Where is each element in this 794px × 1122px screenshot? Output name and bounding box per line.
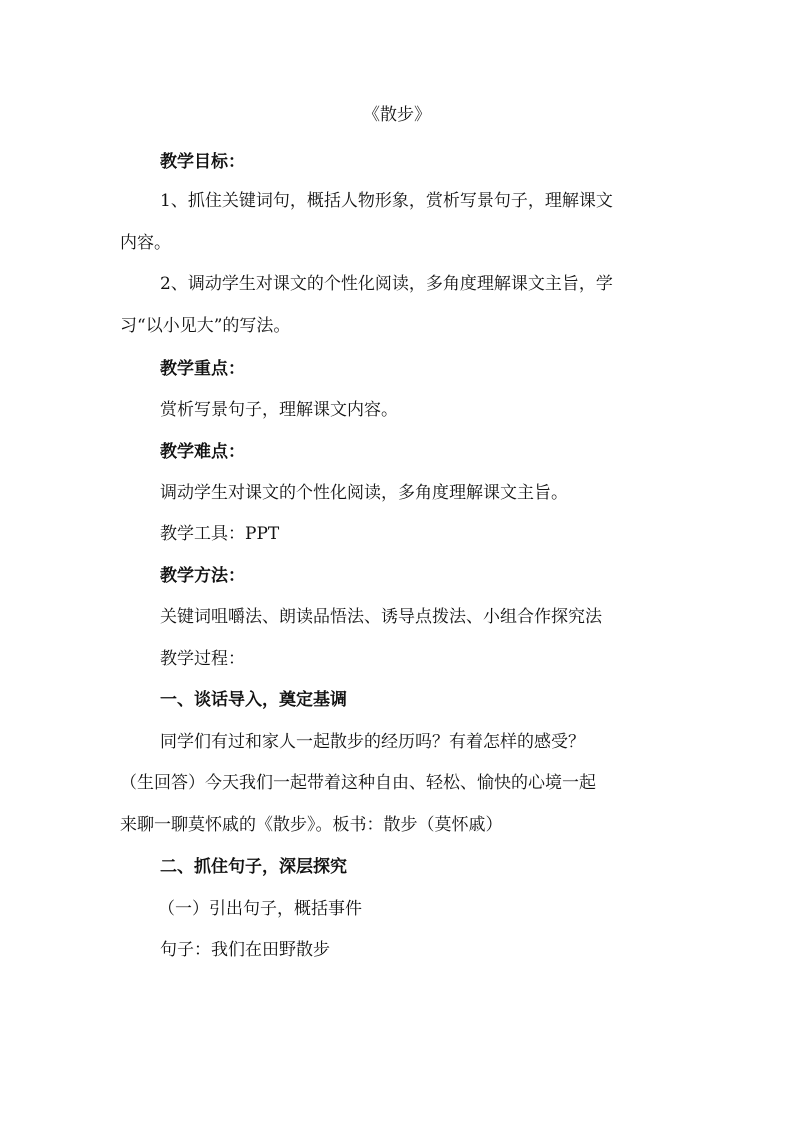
teaching-tools: 教学工具：PPT bbox=[160, 524, 280, 544]
section-2-heading: 二、抓住句子，深层探究 bbox=[160, 857, 347, 877]
section-1-heading: 一、谈话导入，奠定基调 bbox=[160, 690, 347, 710]
page-title: 《散步》 bbox=[363, 105, 431, 125]
objective-2-line-2: 习“以小见大”的写法。 bbox=[120, 316, 291, 336]
section-1-line-3: 来聊一聊莫怀戚的《散步》。板书：散步（莫怀戚） bbox=[120, 815, 503, 835]
methods-text: 关键词咀嚼法、朗读品悟法、诱导点拨法、小组合作探究法 bbox=[160, 607, 602, 627]
difficulties-heading: 教学难点： bbox=[160, 442, 245, 462]
objective-2-line-1: 2、调动学生对课文的个性化阅读，多角度理解课文主旨，学 bbox=[160, 274, 613, 294]
objective-1-line-1: 1、抓住关键词句，概括人物形象，赏析写景句子，理解课文 bbox=[160, 191, 613, 211]
process-heading: 教学过程： bbox=[160, 649, 245, 669]
section-1-line-2: （生回答）今天我们一起带着这种自由、轻松、愉快的心境一起 bbox=[120, 773, 596, 793]
difficulties-text: 调动学生对课文的个性化阅读，多角度理解课文主旨。 bbox=[160, 483, 568, 503]
subsection-1-heading: （一）引出句子，概括事件 bbox=[158, 899, 362, 919]
objective-1-line-2: 内容。 bbox=[120, 233, 171, 253]
key-points-text: 赏析写景句子，理解课文内容。 bbox=[160, 400, 398, 420]
methods-heading: 教学方法： bbox=[160, 566, 245, 586]
key-points-heading: 教学重点： bbox=[160, 359, 245, 379]
sentence-text: 句子：我们在田野散步 bbox=[160, 940, 330, 960]
objectives-heading: 教学目标： bbox=[160, 152, 245, 172]
section-1-line-1: 同学们有过和家人一起散步的经历吗？有着怎样的感受？ bbox=[160, 732, 585, 752]
